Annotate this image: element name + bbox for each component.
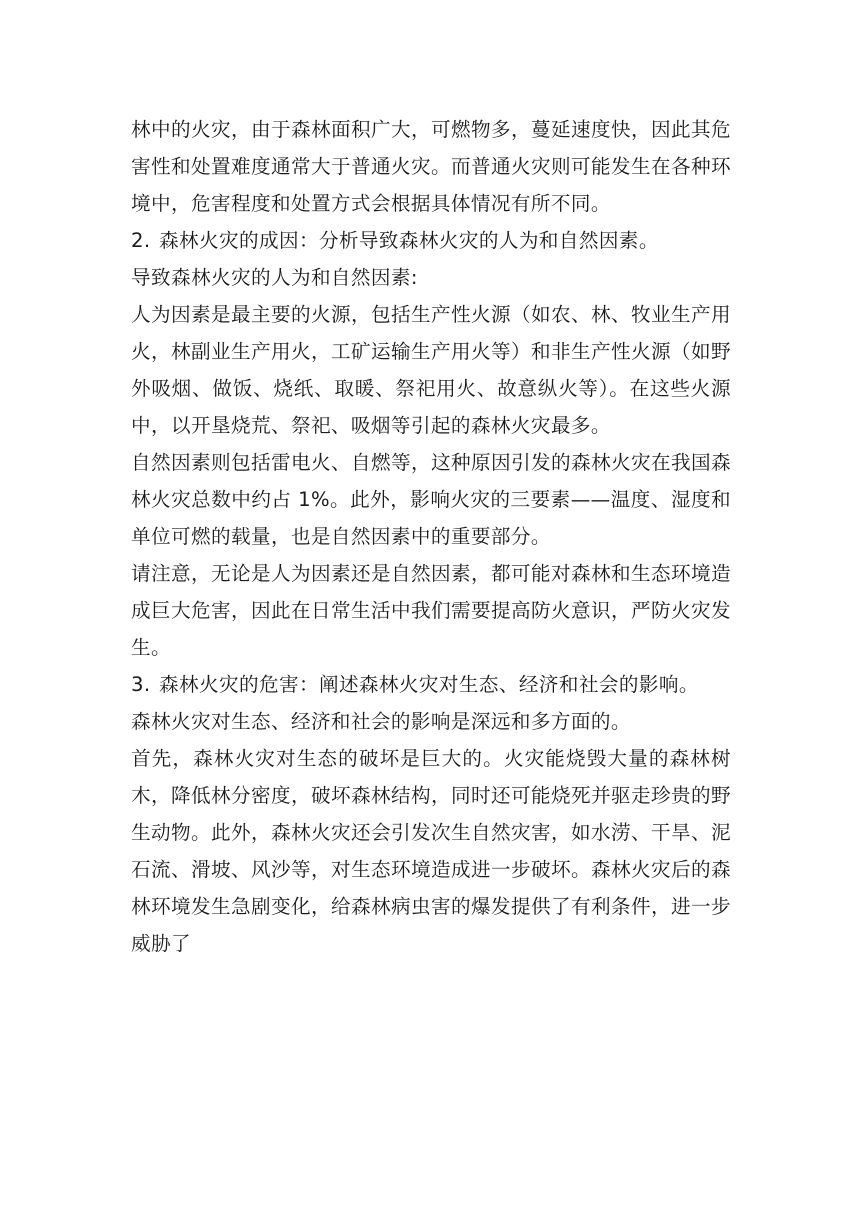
section-number: 3. bbox=[131, 673, 151, 696]
paragraph-ecological-damage: 首先，森林火灾对生态的破坏是巨大的。火灾能烧毁大量的森林树木，降低林分密度，破坏森林结构，同时还可能烧死并驱走珍贵的野生动物。此外，森林火灾还会引发次生自然灾害，如水涝、干旱、泥石流、滑坡、风沙等，对生态环境造成进一步破坏。森林火灾后的森林环境发生急剧变化，给森林病虫害的爆发提供了有利条件，进一步威胁了 bbox=[131, 747, 731, 955]
document-body bbox=[131, 111, 731, 962]
paragraph-fire-prevention-note: 请注意，无论是人为因素还是自然因素，都可能对森林和生态环境造成巨大危害，因此在日常生活中我们需要提高防火意识，严防火灾发生。 bbox=[131, 562, 731, 659]
section-heading-text: 森林火灾的危害：阐述森林火灾对生态、经济和社会的影响。 bbox=[159, 673, 699, 696]
section-heading-hazards bbox=[131, 666, 731, 703]
paragraph-hazards-intro: 森林火灾对生态、经济和社会的影响是深远和多方面的。 bbox=[131, 710, 631, 733]
paragraph-causes-intro: 导致森林火灾的人为和自然因素: bbox=[131, 266, 418, 289]
section-number: 2. bbox=[131, 229, 151, 252]
section-heading-causes bbox=[131, 222, 731, 259]
section-heading-text: 森林火灾的成因：分析导致森林火灾的人为和自然因素。 bbox=[159, 229, 659, 252]
paragraph-fire-comparison: 林中的火灾，由于森林面积广大，可燃物多，蔓延速度快，因此其危害性和处置难度通常大于普通火灾。而普通火灾则可能发生在各种环境中，危害程度和处置方式会根据具体情况有所不同。 bbox=[131, 118, 731, 215]
paragraph-natural-factors: 自然因素则包括雷电火、自燃等，这种原因引发的森林火灾在我国森林火灾总数中约占 1%。此外，影响火灾的三要素——温度、湿度和单位可燃的载量，也是自然因素中的重要部分。 bbox=[131, 451, 731, 548]
paragraph-human-factors: 人为因素是最主要的火源，包括生产性火源（如农、林、牧业生产用火，林副业生产用火，工矿运输生产用火等）和非生产性火源（如野外吸烟、做饭、烧纸、取暖、祭祀用火、故意纵火等）。在这些火源中，以开垦烧荒、祭祀、吸烟等引起的森林火灾最多。 bbox=[131, 303, 731, 437]
